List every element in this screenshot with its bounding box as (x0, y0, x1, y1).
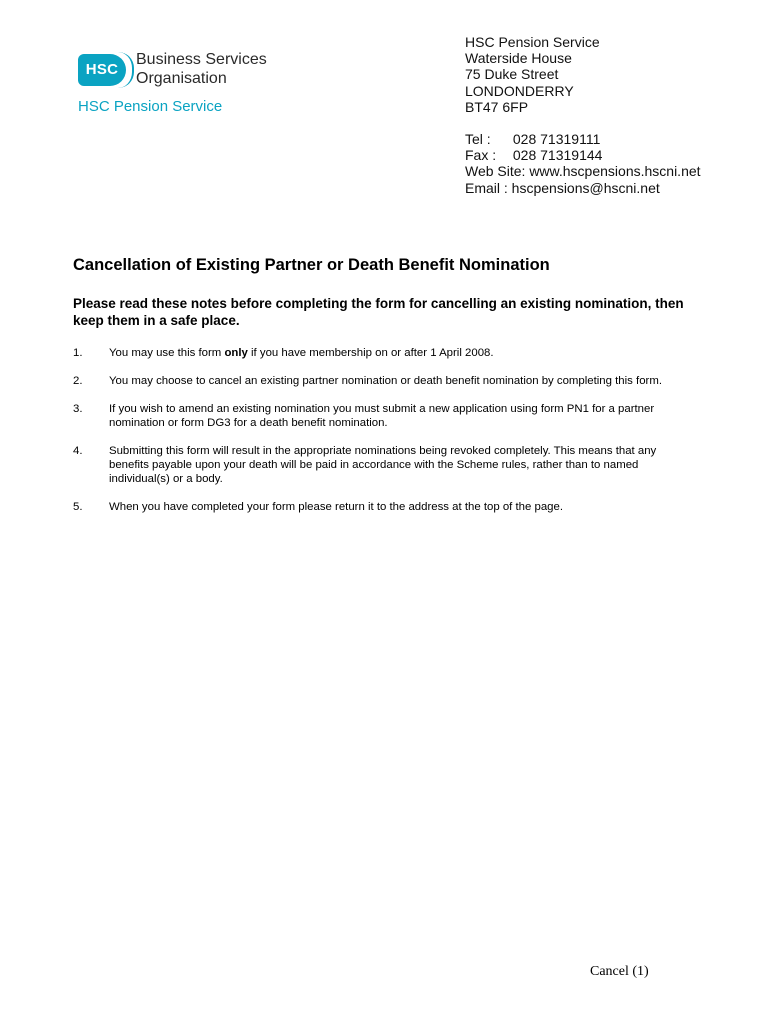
note-number: 2. (73, 375, 83, 387)
note-item (73, 402, 713, 430)
logo-badge-text: HSC (85, 61, 119, 78)
notes-list (73, 346, 713, 528)
page-footer: Cancel (1) (590, 964, 649, 979)
tel-label: Tel : (465, 130, 491, 147)
note-item (73, 374, 713, 388)
note-text: Submitting this form will result in the appropriate nominations being revoked completely. This means that any benefits payable upon your death will be paid in accordance with the Scheme rules, rather than to named individual(s) or a body. (109, 445, 657, 485)
note-item (73, 444, 713, 486)
fax-row (465, 147, 755, 163)
address-block (465, 34, 755, 196)
form-subtitle: Please read these notes before completing the form for cancelling an existing nomination, then keep them in a safe place. (73, 296, 684, 328)
note-item (73, 346, 713, 360)
address-spacer (465, 115, 755, 131)
note-text (109, 346, 713, 360)
tel-number: 028 71319111 (512, 130, 601, 147)
address-line: BT47 6FP (465, 98, 529, 115)
fax-label: Fax : (465, 147, 497, 164)
logo-org-line2: Organisation (136, 70, 227, 87)
logo-org-line1: Business Services (136, 51, 267, 68)
address-line: Waterside House (465, 50, 572, 67)
note-text: When you have completed your form please return it to the address at the top of the page. (109, 501, 563, 513)
note-number: 4. (73, 445, 83, 457)
logo-service-name: HSC Pension Service (78, 98, 223, 115)
address-line: 75 Duke Street (465, 66, 559, 83)
note-text: If you wish to amend an existing nomination you must submit a new application using form PN1 for a partner nomination or form DG3 for a death benefit nomination. (109, 403, 655, 429)
address-line: LONDONDERRY (465, 82, 574, 99)
note-text-part: You may use this form (109, 347, 225, 359)
note-number: 3. (73, 403, 83, 415)
note-emphasis: only (224, 347, 248, 359)
note-item (73, 500, 713, 514)
form-title: Cancellation of Existing Partner or Death Benefit Nomination (73, 256, 550, 274)
website: Web Site: www.hscpensions.hscni.net (465, 163, 701, 180)
note-text-part: if you have membership on or after 1 April 2008. (247, 347, 494, 359)
bso-logo (78, 50, 278, 120)
logo-arc-icon (118, 52, 134, 88)
note-text: You may choose to cancel an existing partner nomination or death benefit nomination by completing this form. (109, 375, 662, 387)
address-line: HSC Pension Service (465, 34, 600, 50)
tel-row (465, 131, 755, 147)
email: Email : hscpensions@hscni.net (465, 179, 660, 196)
note-number: 1. (73, 347, 83, 359)
note-number: 5. (73, 501, 83, 513)
fax-number: 028 71319144 (512, 147, 603, 164)
